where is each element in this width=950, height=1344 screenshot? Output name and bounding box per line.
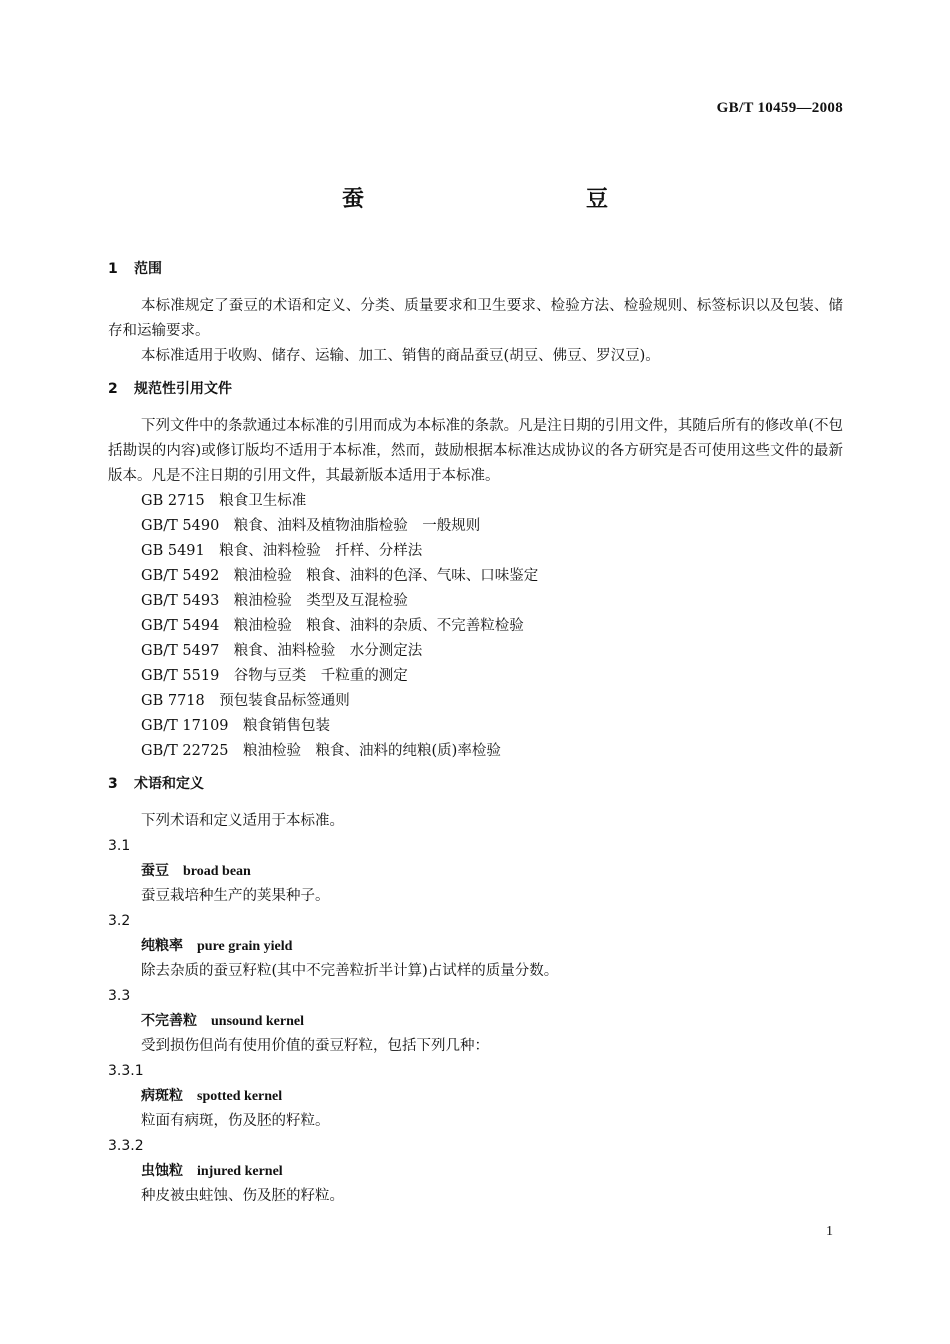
- term-name: [108, 1084, 843, 1109]
- term-name: [108, 859, 843, 884]
- term-name-en: injured kernel: [197, 1164, 283, 1179]
- paragraph: 下列术语和定义适用于本标准。: [141, 813, 344, 829]
- document-body: [108, 257, 843, 1209]
- standard-code: GB/T 10459—2008: [716, 100, 843, 116]
- term-name: [108, 1009, 843, 1034]
- section-number: 3: [108, 776, 118, 792]
- reference-item: GB 2715 粮食卫生标准: [141, 493, 307, 509]
- paragraph: 本标准适用于收购、储存、运输、加工、销售的商品蚕豆(胡豆、佛豆、罗汉豆)。: [141, 348, 660, 364]
- reference-item: GB 7718 预包装食品标签通则: [141, 693, 350, 709]
- term-definition: 蚕豆栽培种生产的荚果种子。: [141, 888, 330, 904]
- paragraph: 下列文件中的条款通过本标准的引用而成为本标准的条款。凡是注日期的引用文件，其随后所有的修改单(不包括勘误的内容)或修订版均不适用于本标准，然而，鼓励根据本标准达成协议的各方研究是否可使用这些文件的最新版本。凡是不注日期的引用文件，其最新版本适用于本标准。: [108, 418, 843, 484]
- term-name-en: unsound kernel: [211, 1014, 304, 1029]
- term-name-cn: 病斑粒: [141, 1088, 183, 1104]
- section-number: 1: [108, 261, 118, 277]
- section-heading-normative-references: [108, 377, 843, 402]
- term-name-en: spotted kernel: [197, 1089, 283, 1104]
- section-title: 范围: [134, 261, 162, 277]
- reference-item: GB/T 17109 粮食销售包装: [141, 718, 331, 734]
- term-definition: 受到损伤但尚有使用价值的蚕豆籽粒，包括下列几种：: [141, 1038, 489, 1054]
- term-number: 3.1: [108, 838, 131, 854]
- term-definition: 种皮被虫蛀蚀、伤及胚的籽粒。: [141, 1188, 344, 1204]
- section-title: 规范性引用文件: [134, 381, 232, 397]
- term-name: [108, 1159, 843, 1184]
- term-name: [108, 934, 843, 959]
- term-definition: 粒面有病斑，伤及胚的籽粒。: [141, 1113, 330, 1129]
- reference-item: GB/T 5492 粮油检验 粮食、油料的色泽、气味、口味鉴定: [141, 568, 539, 584]
- reference-item: GB 5491 粮食、油料检验 扦样、分样法: [141, 543, 423, 559]
- document-title: 蚕 豆: [341, 187, 708, 212]
- reference-item: GB/T 5494 粮油检验 粮食、油料的杂质、不完善粒检验: [141, 618, 524, 634]
- reference-item: GB/T 5493 粮油检验 类型及互混检验: [141, 593, 408, 609]
- section-title: 术语和定义: [134, 776, 204, 792]
- term-name-cn: 纯粮率: [141, 938, 183, 954]
- term-name-cn: 虫蚀粒: [141, 1163, 183, 1179]
- reference-item: GB/T 5519 谷物与豆类 千粒重的测定: [141, 668, 408, 684]
- reference-item: GB/T 22725 粮油检验 粮食、油料的纯粮(质)率检验: [141, 743, 501, 759]
- paragraph: 本标准规定了蚕豆的术语和定义、分类、质量要求和卫生要求、检验方法、检验规则、标签标识以及包装、储存和运输要求。: [108, 298, 843, 339]
- term-number: 3.3.2: [108, 1138, 144, 1154]
- section-heading-scope: [108, 257, 843, 282]
- section-heading-terms-definitions: [108, 772, 843, 797]
- reference-item: GB/T 5490 粮食、油料及植物油脂检验 一般规则: [141, 518, 481, 534]
- term-name-cn: 蚕豆: [141, 863, 169, 879]
- term-name-en: pure grain yield: [197, 939, 293, 954]
- term-name-cn: 不完善粒: [141, 1013, 197, 1029]
- section-number: 2: [108, 381, 118, 397]
- term-definition: 除去杂质的蚕豆籽粒(其中不完善粒折半计算)占试样的质量分数。: [141, 963, 559, 979]
- reference-item: GB/T 5497 粮食、油料检验 水分测定法: [141, 643, 423, 659]
- term-number: 3.3.1: [108, 1063, 144, 1079]
- term-number: 3.2: [108, 913, 131, 929]
- term-number: 3.3: [108, 988, 131, 1004]
- term-name-en: broad bean: [183, 864, 251, 879]
- page-number: 1: [826, 1224, 833, 1239]
